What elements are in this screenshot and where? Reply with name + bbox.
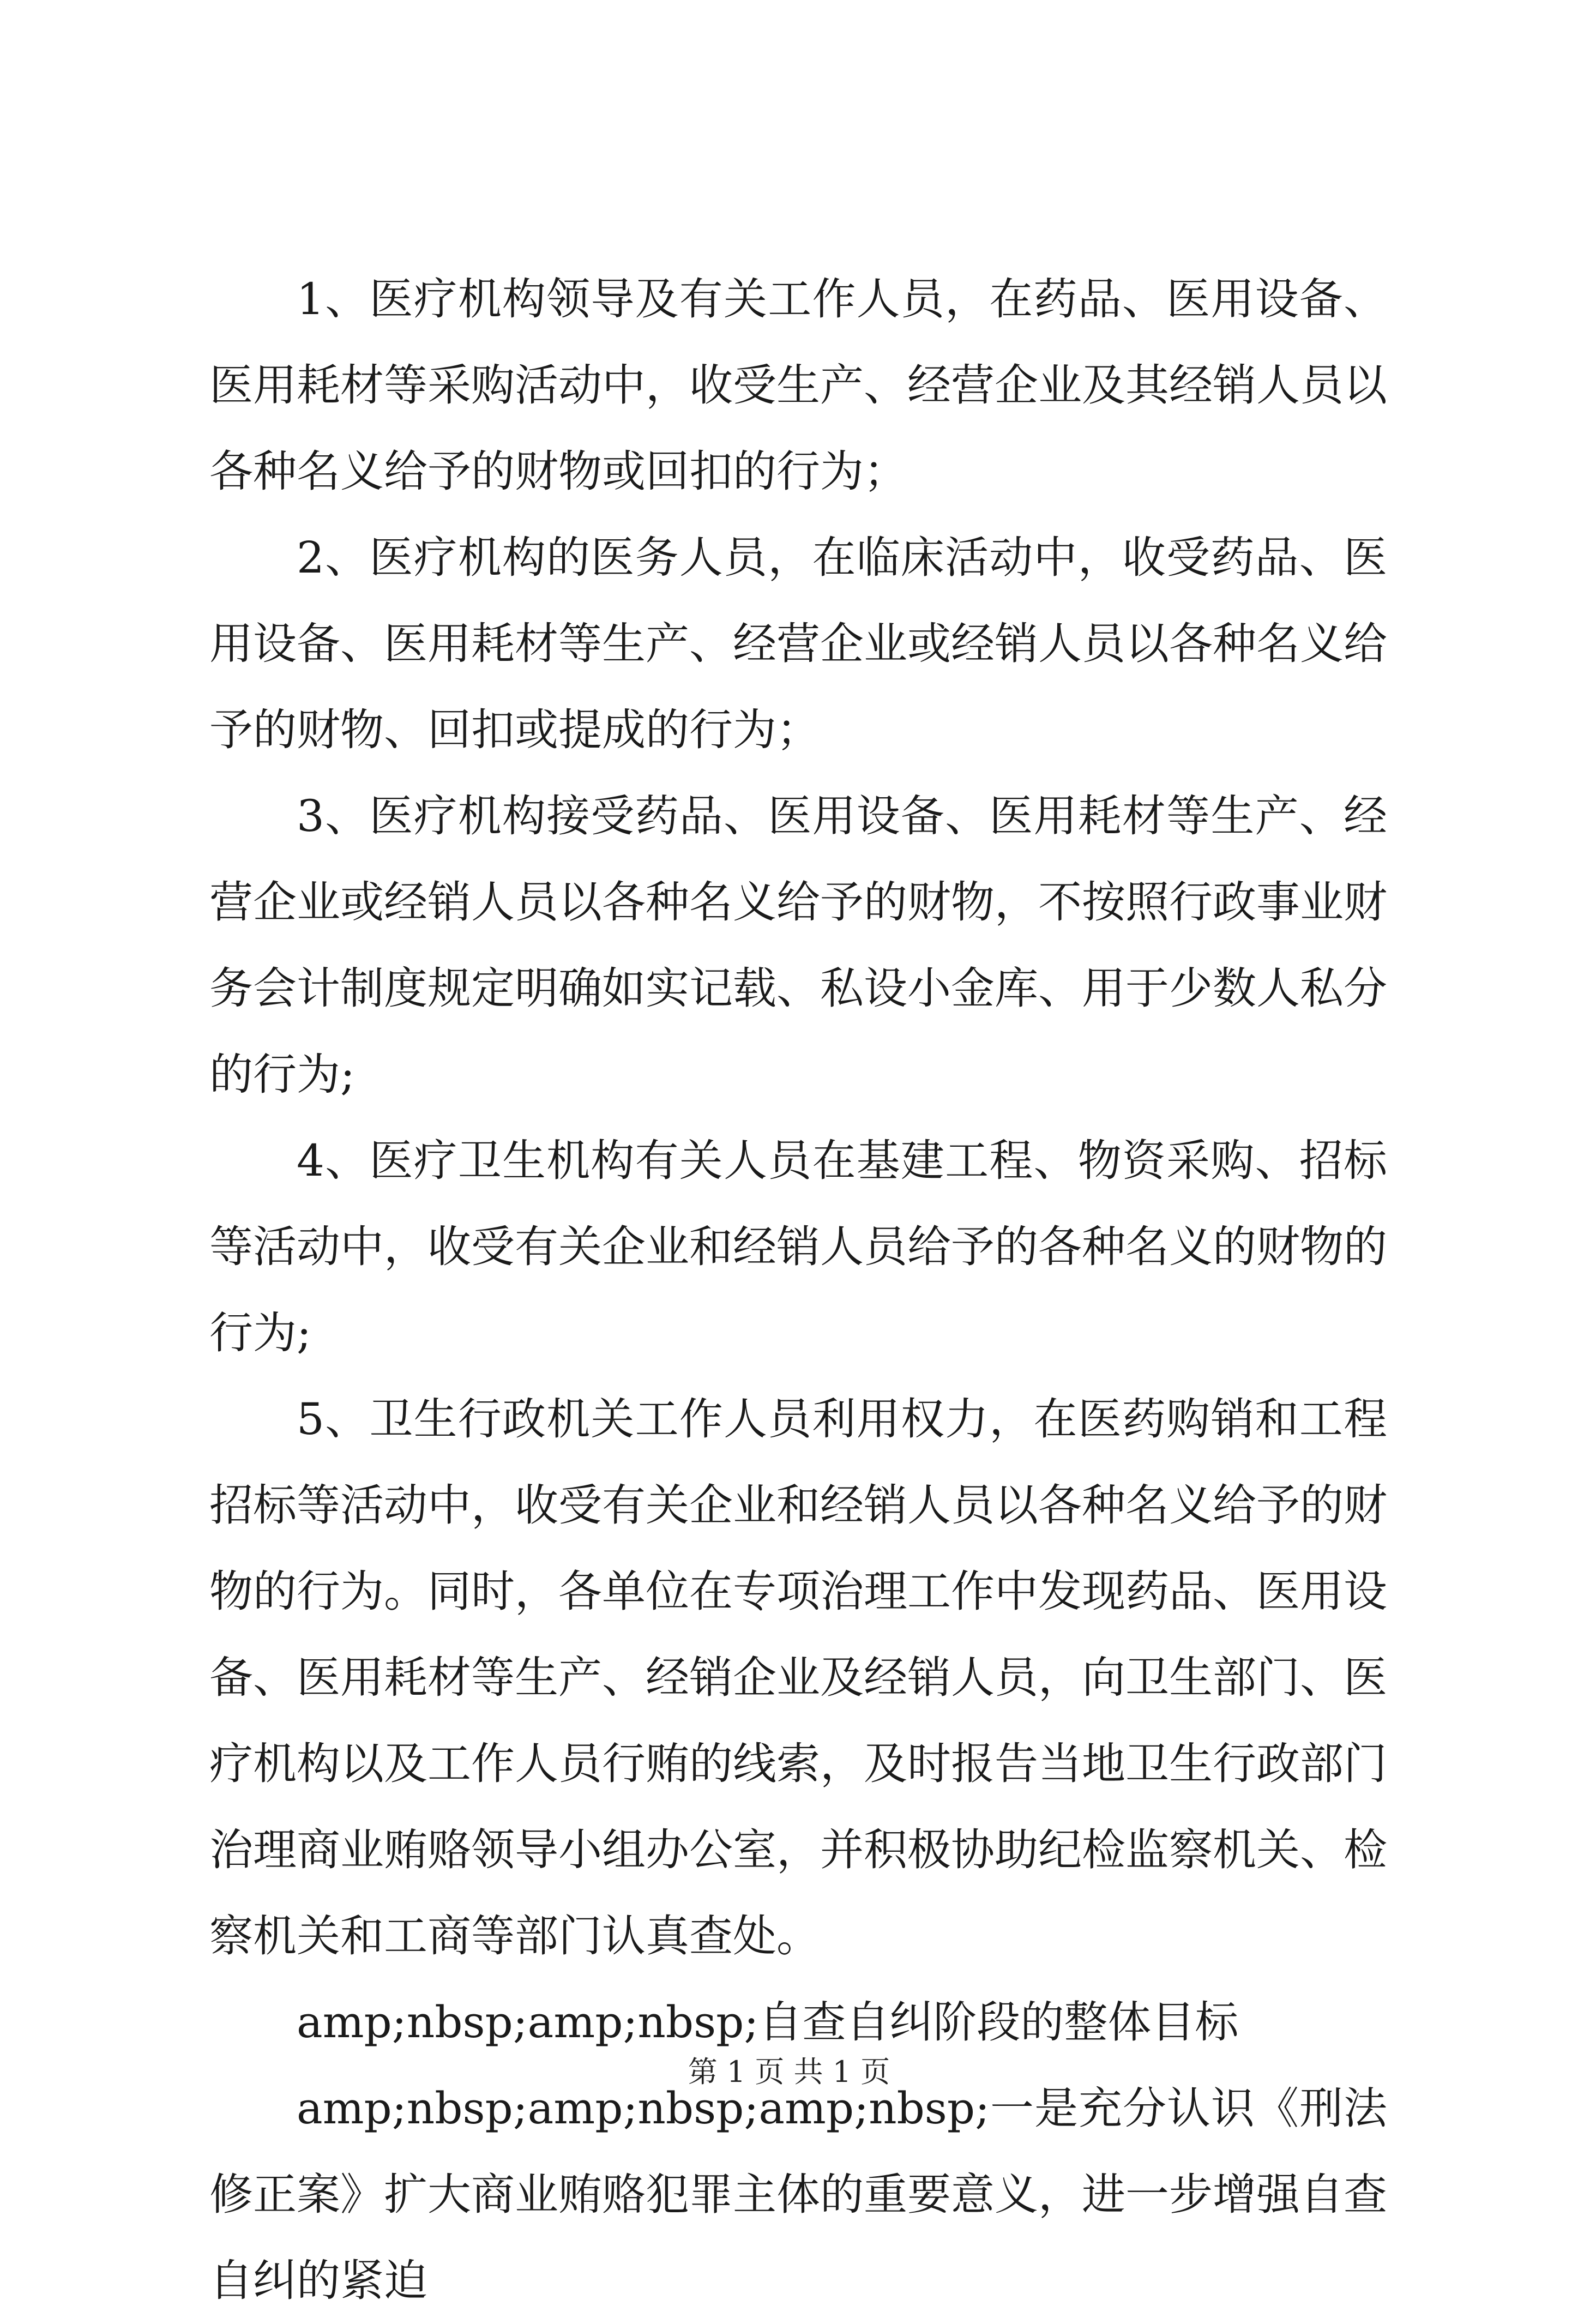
paragraph-1: 1、医疗机构领导及有关工作人员，在药品、医用设备、医用耗材等采购活动中，收受生产、经营企业及其经销人员以各种名义给予的财物或回扣的行为；	[209, 274, 1387, 497]
paragraph-6: amp;nbsp;amp;nbsp;自查自纠阶段的整体目标	[297, 1997, 1239, 2048]
paragraph-3: 3、医疗机构接受药品、医用设备、医用耗材等生产、经营企业或经销人员以各种名义给予的财物，不按照行政事业财务会计制度规定明确如实记载、私设小金库、用于少数人私分的行为;	[209, 791, 1387, 1100]
paragraph-7: amp;nbsp;amp;nbsp;amp;nbsp;一是充分认识《刑法修正案》扩大商业贿赂犯罪主体的重要意义，进一步增强自查自纠的紧迫	[209, 2083, 1387, 2306]
document-body	[209, 256, 1387, 2324]
paragraph-2: 2、医疗机构的医务人员，在临床活动中，收受药品、医用设备、医用耗材等生产、经营企业或经销人员以各种名义给予的财物、回扣或提成的行为；	[209, 532, 1387, 755]
paragraph-5: 5、卫生行政机关工作人员利用权力，在医药购销和工程招标等活动中，收受有关企业和经销人员以各种名义给予的财物的行为。同时，各单位在专项治理工作中发现药品、医用设备、医用耗材等生产、经销企业及经销人员，向卫生部门、医疗机构以及工作人员行贿的线索，及时报告当地卫生行政部门治理商业贿赂领导小组办公室，并积极协助纪检监察机关、检察机关和工商等部门认真查处。	[209, 1394, 1387, 1961]
paragraph-4: 4、医疗卫生机构有关人员在基建工程、物资采购、招标等活动中，收受有关企业和经销人员给予的各种名义的财物的行为;	[209, 1135, 1387, 1358]
page-footer: 第 1 页 共 1 页	[688, 2055, 890, 2089]
